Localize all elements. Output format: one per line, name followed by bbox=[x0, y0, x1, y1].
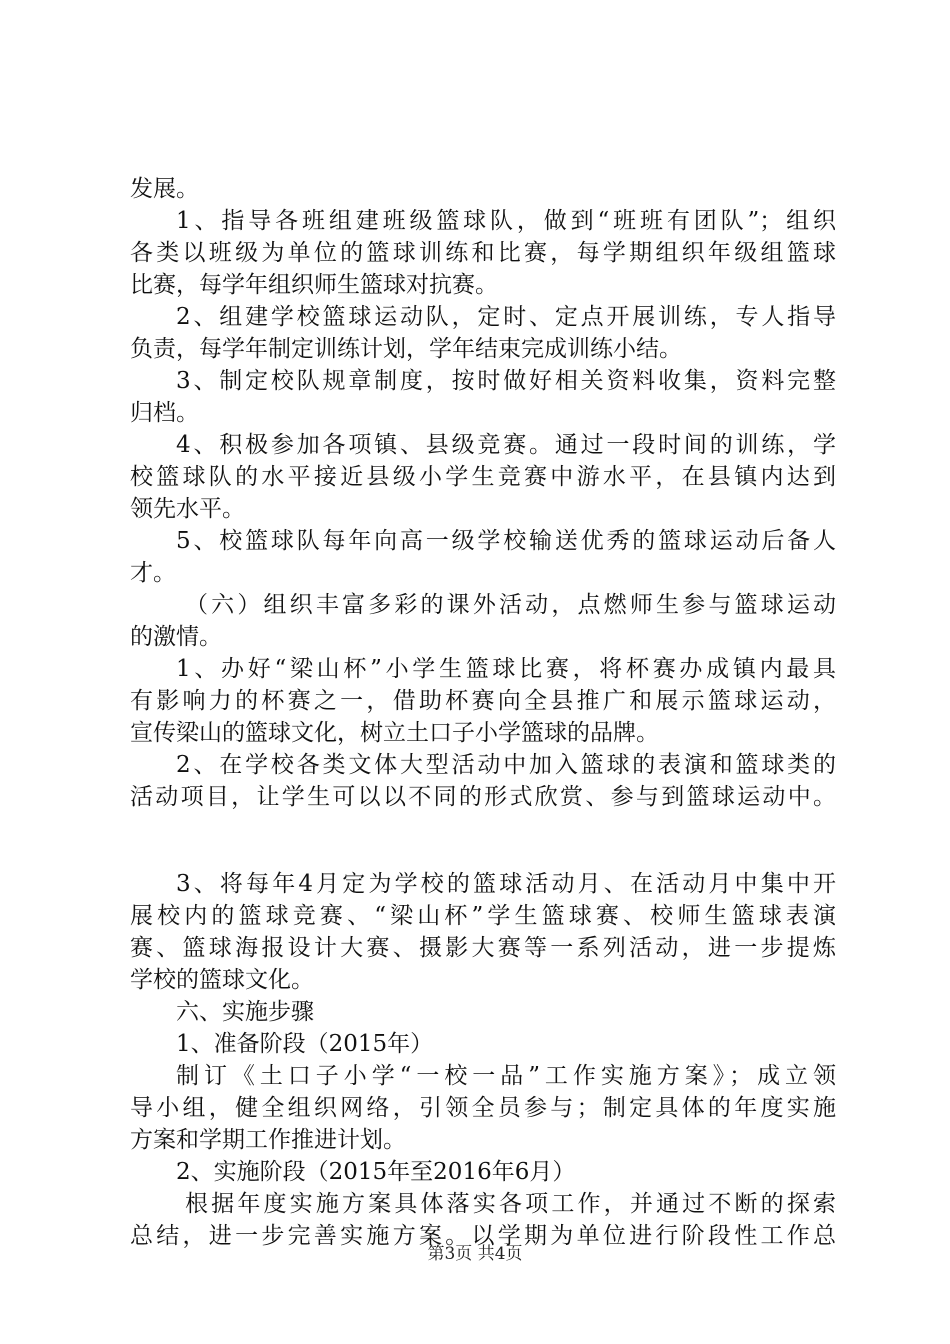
text-line: 2、组建学校篮球运动队，定时、定点开展训练，专人指导 bbox=[176, 304, 836, 330]
document-body bbox=[130, 173, 836, 1252]
text-line: 有影响力的杯赛之一，借助杯赛向全县推广和展示篮球运动， bbox=[130, 688, 836, 714]
text-line: 4、积极参加各项镇、县级竞赛。通过一段时间的训练，学 bbox=[176, 432, 836, 458]
text-line: 2、实施阶段（2015年至2016年6月） bbox=[176, 1159, 576, 1185]
text-line: 负责，每学年制定训练计划，学年结束完成训练小结。 bbox=[130, 336, 682, 362]
text-line: 比赛，每学年组织师生篮球对抗赛。 bbox=[130, 272, 498, 298]
text-line: 1、准备阶段（2015年） bbox=[176, 1031, 434, 1057]
text-line: 归档。 bbox=[130, 400, 199, 426]
text-line: 5、校篮球队每年向高一级学校输送优秀的篮球运动后备人 bbox=[176, 528, 836, 554]
text-line: 1、办好“梁山杯”小学生篮球比赛，将杯赛办成镇内最具 bbox=[176, 656, 836, 682]
text-line: （六）组织丰富多彩的课外活动，点燃师生参与篮球运动 bbox=[185, 592, 836, 618]
text-line: 各类以班级为单位的篮球训练和比赛，每学期组织年级组篮球 bbox=[130, 240, 836, 266]
page-footer: 第3页 共4页 bbox=[427, 1244, 523, 1264]
text-line: 才。 bbox=[130, 560, 176, 586]
text-line: 活动项目，让学生可以以不同的形式欣赏、参与到篮球运动中。 bbox=[130, 784, 836, 810]
text-line: 发展。 bbox=[130, 176, 199, 202]
text-line: 3、制定校队规章制度，按时做好相关资料收集，资料完整 bbox=[176, 368, 836, 394]
text-line: 总结，进一步完善实施方案。以学期为单位进行阶段性工作总 bbox=[130, 1223, 836, 1249]
text-line: 领先水平。 bbox=[130, 496, 245, 522]
text-line: 1、指导各班组建班级篮球队，做到“班班有团队”；组织 bbox=[176, 208, 836, 234]
text-line: 制订《土口子小学“一校一品”工作实施方案》；成立领 bbox=[176, 1063, 836, 1089]
text-line: 赛、篮球海报设计大赛、摄影大赛等一系列活动，进一步提炼 bbox=[130, 935, 836, 961]
paragraph-gap bbox=[130, 813, 836, 868]
text-line: 展校内的篮球竞赛、“梁山杯”学生篮球赛、校师生篮球表演 bbox=[130, 903, 836, 929]
text-line: 的激情。 bbox=[130, 624, 222, 650]
text-line: 学校的篮球文化。 bbox=[130, 967, 314, 993]
text-line: 根据年度实施方案具体落实各项工作，并通过不断的探索 bbox=[185, 1191, 836, 1217]
text-line: 宣传梁山的篮球文化，树立土口子小学篮球的品牌。 bbox=[130, 720, 659, 746]
section-heading: 六、实施步骤 bbox=[176, 999, 314, 1025]
text-line: 3、将每年4月定为学校的篮球活动月、在活动月中集中开 bbox=[176, 871, 836, 897]
text-line: 2、在学校各类文体大型活动中加入篮球的表演和篮球类的 bbox=[176, 752, 836, 778]
text-line: 校篮球队的水平接近县级小学生竞赛中游水平，在县镇内达到 bbox=[130, 464, 836, 490]
text-line: 导小组，健全组织网络，引领全员参与；制定具体的年度实施 bbox=[130, 1095, 836, 1121]
text-line: 方案和学期工作推进计划。 bbox=[130, 1127, 406, 1153]
